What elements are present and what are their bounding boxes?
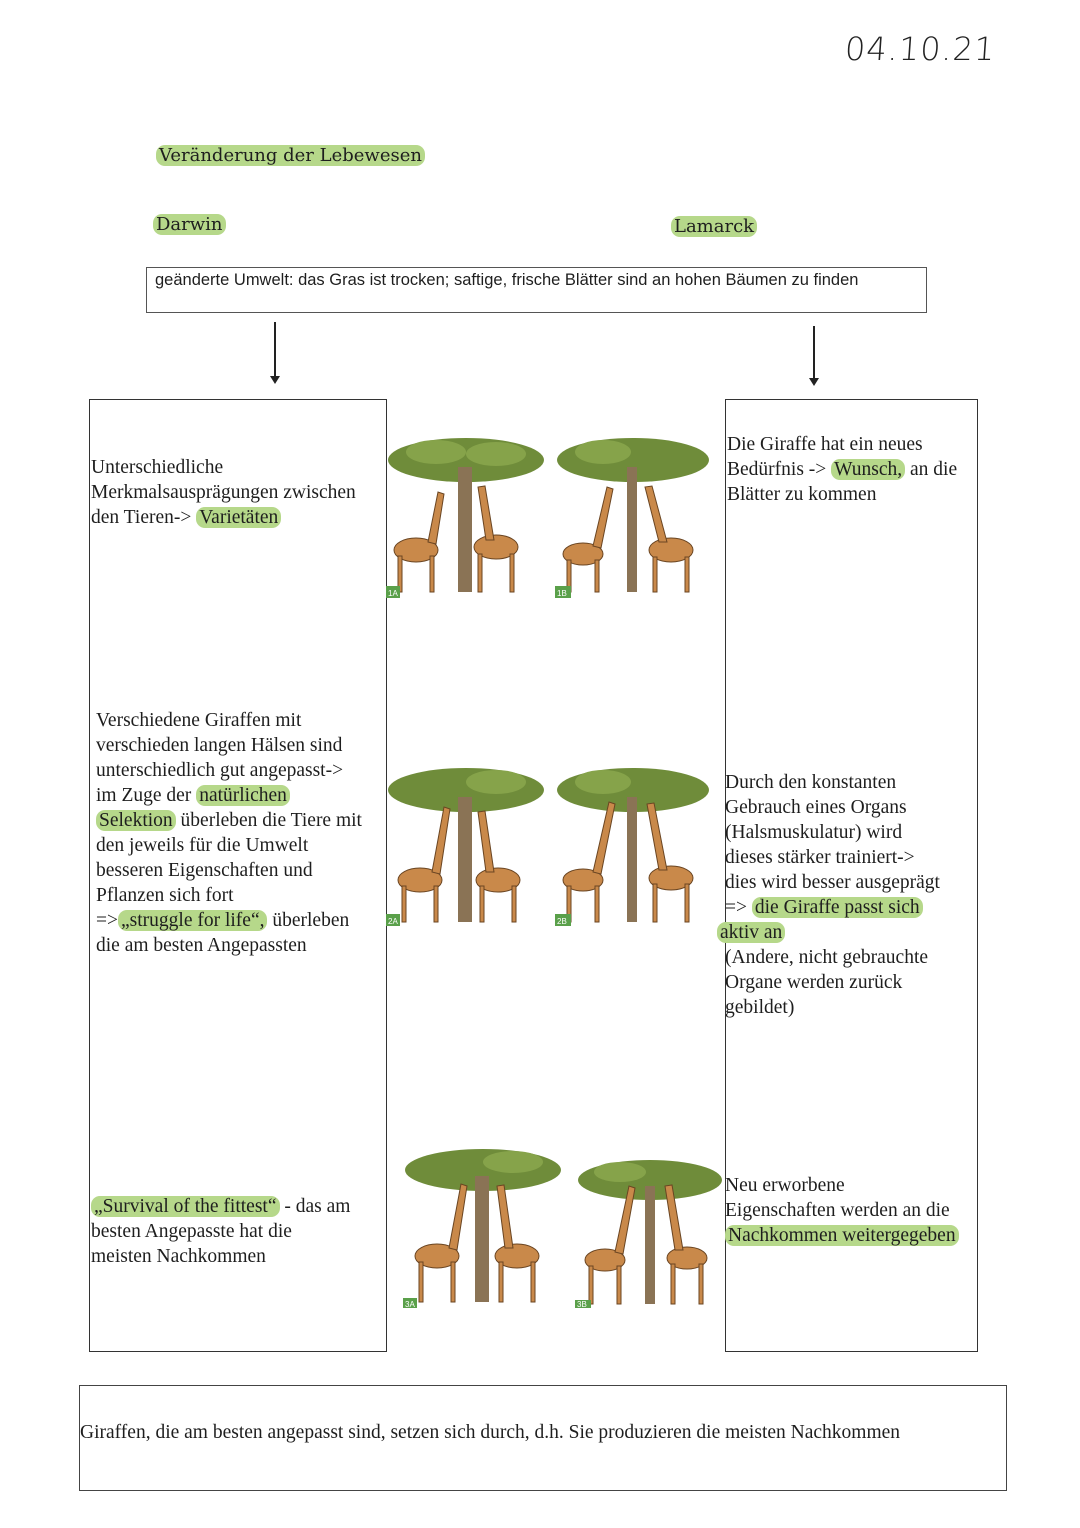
lamarck-p2-line: gebildet) xyxy=(725,997,795,1018)
highlight-varietaeten: Varietäten xyxy=(196,507,281,528)
darwin-p1-text: den Tieren-> xyxy=(91,507,192,528)
darwin-p2-text: überleben xyxy=(267,910,350,931)
highlight-struggle-for-life: „struggle for life“, xyxy=(118,910,267,931)
darwin-p2-line xyxy=(96,908,362,933)
darwin-paragraph-2 xyxy=(96,708,362,958)
illustration-darwin-2 xyxy=(386,762,546,932)
illustration-lamarck-3 xyxy=(575,1156,725,1308)
title-highlight: Veränderung der Lebewesen xyxy=(156,145,425,166)
highlight-selektion: Selektion xyxy=(96,810,176,831)
darwin-p2-text: => xyxy=(96,910,118,931)
figure-label-1a: 1A xyxy=(388,589,398,598)
darwin-p2-line: verschieden langen Hälsen sind xyxy=(96,735,343,756)
lamarck-p1-line: Die Giraffe hat ein neues xyxy=(727,434,923,455)
lamarck-p1-text: Bedürfnis -> xyxy=(727,459,827,480)
highlight-natuerlichen: natürlichen xyxy=(196,785,290,806)
header-lamarck xyxy=(671,216,757,237)
darwin-highlight: Darwin xyxy=(153,214,226,235)
darwin-p1-line: Merkmalsausprägungen zwischen xyxy=(91,482,356,503)
darwin-p1-line xyxy=(91,505,356,530)
darwin-p1-line: Unterschiedliche xyxy=(91,457,224,478)
lamarck-p2-line: dieses stärker trainiert-> xyxy=(725,847,915,868)
lamarck-p2-text: => xyxy=(725,897,747,918)
figure-label-3b: 3B xyxy=(577,1300,587,1308)
tree-icon xyxy=(388,768,544,922)
lamarck-p3-line xyxy=(725,1223,959,1248)
illustration-lamarck-2 xyxy=(553,762,713,932)
darwin-p2-line: unterschiedlich gut angepasst-> xyxy=(96,760,344,781)
figure-label-1b: 1B xyxy=(557,589,567,598)
giraffe-icon xyxy=(394,486,518,592)
lamarck-p3-line: Eigenschaften werden an die xyxy=(725,1200,950,1221)
darwin-p3-line: besten Angepasste hat die xyxy=(91,1221,292,1242)
arrow-down-left-icon xyxy=(274,322,276,380)
environment-text: geänderte Umwelt: das Gras ist trocken; saftige, frische Blätter sind an hohen Bäumen zu finden xyxy=(155,271,859,289)
darwin-p3-line: meisten Nachkommen xyxy=(91,1246,266,1267)
darwin-p2-line xyxy=(96,783,362,808)
illustration-lamarck-1 xyxy=(553,432,713,602)
darwin-p3-text: - das am xyxy=(284,1196,351,1217)
lamarck-p1-text: an die xyxy=(905,459,958,480)
highlight-wunsch: Wunsch, xyxy=(831,459,905,480)
darwin-p2-line: besseren Eigenschaften und xyxy=(96,860,313,881)
lamarck-p2-line: (Andere, nicht gebrauchte xyxy=(725,947,929,968)
tree-icon xyxy=(405,1149,561,1302)
darwin-p2-line: die am besten Angepassten xyxy=(96,935,307,956)
date-handwritten: 04.10.21 xyxy=(843,30,997,68)
lamarck-p2-line: dies wird besser ausgeprägt xyxy=(725,872,940,893)
arrow-down-right-icon xyxy=(813,326,815,382)
lamarck-paragraph-3 xyxy=(725,1173,959,1248)
lamarck-paragraph-1 xyxy=(727,432,957,507)
figure-label-2a: 2A xyxy=(388,917,398,926)
illustration-darwin-3 xyxy=(403,1144,563,1308)
lamarck-p1-line xyxy=(727,457,957,482)
lamarck-paragraph-2 xyxy=(720,770,940,1020)
darwin-p2-text: im Zuge der xyxy=(96,785,192,806)
lamarck-highlight: Lamarck xyxy=(671,216,757,237)
lamarck-p2-line xyxy=(725,895,940,920)
highlight-giraffe-passt-sich: die Giraffe passt sich xyxy=(752,897,923,918)
figure-label-3a: 3A xyxy=(405,1300,415,1308)
lamarck-p2-line: Gebrauch eines Organs xyxy=(725,797,907,818)
highlight-survival-of-the-fittest: „Survival of the fittest“ xyxy=(91,1196,280,1217)
lamarck-p1-line: Blätter zu kommen xyxy=(727,484,877,505)
tree-icon xyxy=(388,438,544,592)
darwin-p2-line: Verschiedene Giraffen mit xyxy=(96,710,302,731)
lamarck-p3-line: Neu erworbene xyxy=(725,1175,845,1196)
highlight-nachkommen-weitergegeben: Nachkommen weitergegeben xyxy=(725,1225,959,1246)
darwin-p3-line xyxy=(91,1194,350,1219)
lamarck-p2-line: (Halsmuskulatur) wird xyxy=(725,822,903,843)
darwin-p2-line: den jeweils für die Umwelt xyxy=(96,835,309,856)
darwin-paragraph-1 xyxy=(91,455,356,530)
page-title xyxy=(156,145,425,166)
darwin-p2-line xyxy=(96,808,362,833)
header-darwin xyxy=(153,214,226,235)
illustration-darwin-1 xyxy=(386,432,546,602)
lamarck-p2-line: Organe werden zurück xyxy=(725,972,903,993)
darwin-paragraph-3 xyxy=(91,1194,350,1269)
conclusion-text: Giraffen, die am besten angepasst sind, setzen sich durch, d.h. Sie produzieren die meisten Nachkommen xyxy=(80,1422,901,1443)
figure-label-2b: 2B xyxy=(557,917,567,926)
lamarck-p2-line: Durch den konstanten xyxy=(725,772,897,793)
lamarck-p2-line xyxy=(717,920,940,945)
darwin-p2-text: überleben die Tiere mit xyxy=(180,810,362,831)
highlight-aktiv-an: aktiv an xyxy=(717,922,785,943)
darwin-p2-line: Pflanzen sich fort xyxy=(96,885,234,906)
